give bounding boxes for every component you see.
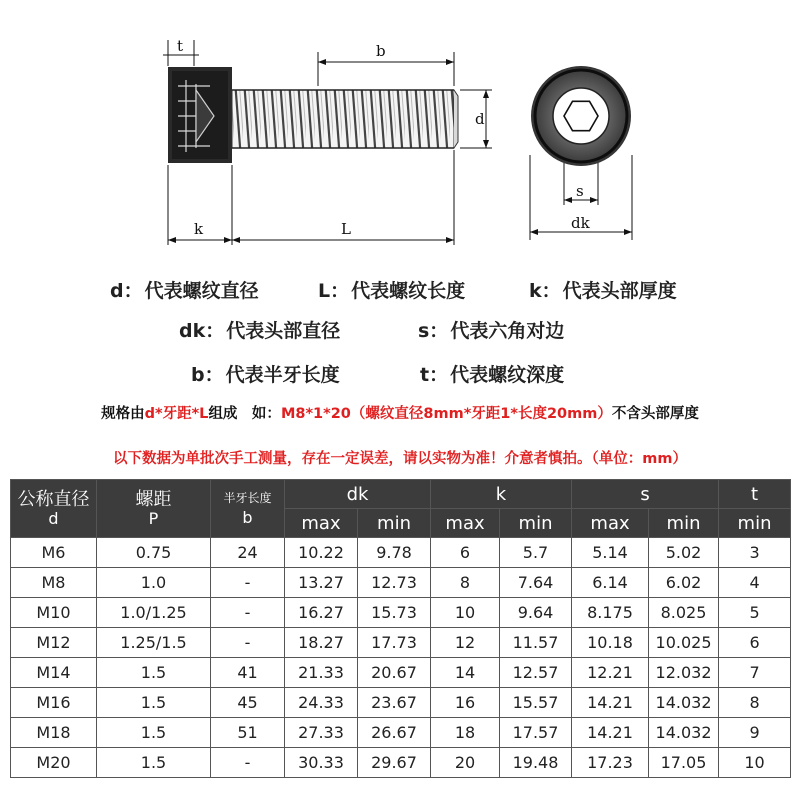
table-cell: 5: [719, 598, 791, 628]
table-cell: 1.0/1.25: [97, 598, 211, 628]
table-cell: 10.025: [649, 628, 719, 658]
header-label: 螺距: [135, 488, 172, 510]
table-cell: 8: [431, 568, 500, 598]
header-symbol: d: [48, 508, 59, 528]
table-cell: 27.33: [285, 718, 358, 748]
header-dk: dk: [285, 480, 431, 509]
table-cell: 14: [431, 658, 500, 688]
table-cell: 10: [719, 748, 791, 778]
table-cell: 10: [431, 598, 500, 628]
legend-description: 代表六角对边: [450, 320, 565, 342]
header-symbol: P: [148, 508, 159, 528]
spec-suffix: 组成 如：: [208, 406, 281, 422]
table-cell: 15.57: [500, 688, 572, 718]
header-k: k: [431, 480, 572, 509]
legend-symbol: s：: [418, 320, 449, 342]
table-cell: 21.33: [285, 658, 358, 688]
table-cell: M20: [11, 748, 97, 778]
dimension-table: [10, 479, 791, 778]
legend-description: 代表头部厚度: [562, 280, 677, 302]
legend-item-dk: [179, 316, 340, 343]
table-cell: 16.27: [285, 598, 358, 628]
legend-item-s: [418, 316, 564, 343]
legend-description: 代表螺纹深度: [450, 364, 565, 386]
legend-symbol: b：: [191, 364, 224, 386]
legend-symbol: t：: [420, 364, 449, 386]
table-cell: M14: [11, 658, 97, 688]
table-row: [11, 688, 791, 718]
table-cell: 30.33: [285, 748, 358, 778]
table-cell: 14.032: [649, 688, 719, 718]
header-t-min: min: [719, 509, 791, 538]
table-body: [11, 538, 791, 778]
header-t: t: [719, 480, 791, 509]
table-cell: 14.21: [572, 688, 649, 718]
header-label: 半牙长度: [223, 490, 272, 505]
table-cell: 18: [431, 718, 500, 748]
table-row: [11, 568, 791, 598]
table-cell: 16: [431, 688, 500, 718]
table-cell: 14.032: [649, 718, 719, 748]
table-cell: 51: [211, 718, 285, 748]
table-cell: M12: [11, 628, 97, 658]
screw-head-top-view: [531, 66, 631, 166]
screw-head-side-view: [168, 67, 232, 163]
dim-label-k: k: [194, 220, 204, 238]
legend-symbol: dk：: [179, 320, 225, 342]
legend-description: 代表头部直径: [226, 320, 341, 342]
header-s: s: [572, 480, 719, 509]
table-cell: 5.7: [500, 538, 572, 568]
spec-note: 不含头部厚度: [611, 406, 699, 422]
table-cell: 8.175: [572, 598, 649, 628]
table-row: [11, 658, 791, 688]
legend-description: 代表螺纹直径: [144, 280, 259, 302]
table-cell: 9.64: [500, 598, 572, 628]
dim-label-dk: dk: [571, 214, 590, 232]
spec-example: M8*1*20（螺纹直径8mm*牙距1*长度20mm）: [280, 406, 612, 422]
table-cell: 6.02: [649, 568, 719, 598]
table-cell: 20: [431, 748, 500, 778]
table-cell: 10.18: [572, 628, 649, 658]
table-cell: 45: [211, 688, 285, 718]
table-cell: 18.27: [285, 628, 358, 658]
table-cell: 20.67: [358, 658, 431, 688]
table-cell: 4: [719, 568, 791, 598]
table-cell: 1.5: [97, 718, 211, 748]
table-cell: 8.025: [649, 598, 719, 628]
table-cell: 6.14: [572, 568, 649, 598]
table-cell: 5.02: [649, 538, 719, 568]
table-row: [11, 598, 791, 628]
table-cell: -: [211, 748, 285, 778]
table-cell: 3: [719, 538, 791, 568]
table-cell: 41: [211, 658, 285, 688]
table-cell: 12: [431, 628, 500, 658]
table-cell: 9: [719, 718, 791, 748]
table-cell: 14.21: [572, 718, 649, 748]
table-cell: 17.05: [649, 748, 719, 778]
table-cell: M10: [11, 598, 97, 628]
table-cell: 7.64: [500, 568, 572, 598]
table-cell: -: [211, 568, 285, 598]
header-half-thread-length: [211, 480, 285, 538]
table-cell: M6: [11, 538, 97, 568]
table-cell: 24: [211, 538, 285, 568]
table-cell: M18: [11, 718, 97, 748]
table-row: [11, 748, 791, 778]
table-cell: 7: [719, 658, 791, 688]
table-cell: 9.78: [358, 538, 431, 568]
table-cell: 24.33: [285, 688, 358, 718]
legend-item-d: [110, 276, 259, 303]
legend-symbol: k：: [529, 280, 561, 302]
dim-label-d: d: [475, 110, 485, 128]
header-nominal-diameter: [11, 480, 97, 538]
table-cell: 19.48: [500, 748, 572, 778]
header-k-max: max: [431, 509, 500, 538]
dim-label-t: t: [177, 37, 184, 55]
table-cell: 17.23: [572, 748, 649, 778]
table-cell: 15.73: [358, 598, 431, 628]
table-cell: 26.67: [358, 718, 431, 748]
table-cell: 8: [719, 688, 791, 718]
table-row: [11, 628, 791, 658]
legend-item-b: [191, 360, 340, 387]
table-row: [11, 718, 791, 748]
dim-label-s: s: [576, 182, 584, 200]
legend-description: 代表螺纹长度: [351, 280, 466, 302]
legend-row-2: [0, 316, 800, 346]
header-dk-min: min: [358, 509, 431, 538]
table-cell: 11.57: [500, 628, 572, 658]
table-cell: 1.5: [97, 748, 211, 778]
table-cell: 10.22: [285, 538, 358, 568]
table-cell: 0.75: [97, 538, 211, 568]
legend-item-k: [529, 276, 677, 303]
table-cell: M8: [11, 568, 97, 598]
measurement-notice: 以下数据为单批次手工测量，存在一定误差，请以实物为准！介意者慎拍。（单位：mm）: [113, 451, 687, 467]
legend-item-L: [318, 276, 465, 303]
table-cell: 17.57: [500, 718, 572, 748]
table-cell: 17.73: [358, 628, 431, 658]
table-cell: 1.5: [97, 658, 211, 688]
legend-description: 代表半牙长度: [225, 364, 340, 386]
legend-symbol: d：: [110, 280, 143, 302]
table-cell: -: [211, 598, 285, 628]
dim-label-L: L: [341, 220, 351, 238]
header-label: 公称直径: [17, 488, 90, 510]
header-s-min: min: [649, 509, 719, 538]
table-cell: 6: [431, 538, 500, 568]
header-s-max: max: [572, 509, 649, 538]
legend-symbol: L：: [318, 280, 350, 302]
legend-item-t: [420, 360, 564, 387]
table-cell: 29.67: [358, 748, 431, 778]
table-cell: 5.14: [572, 538, 649, 568]
table-cell: 23.67: [358, 688, 431, 718]
dim-label-b: b: [376, 42, 386, 60]
table-cell: 12.21: [572, 658, 649, 688]
header-dk-max: max: [285, 509, 358, 538]
legend-row-1: [0, 276, 800, 306]
spec-prefix: 规格由: [101, 406, 145, 422]
table-row: [11, 538, 791, 568]
screw-thread-shaft: [232, 90, 458, 148]
table-cell: 13.27: [285, 568, 358, 598]
table-cell: M16: [11, 688, 97, 718]
table-cell: 12.57: [500, 658, 572, 688]
header-k-min: min: [500, 509, 572, 538]
screw-dimension-diagram: [0, 0, 800, 262]
table-cell: 1.0: [97, 568, 211, 598]
table-cell: 12.73: [358, 568, 431, 598]
table-cell: 6: [719, 628, 791, 658]
table-cell: 1.5: [97, 688, 211, 718]
table-cell: 12.032: [649, 658, 719, 688]
table-cell: -: [211, 628, 285, 658]
table-cell: 1.25/1.5: [97, 628, 211, 658]
spec-formula: d*牙距*L: [144, 406, 209, 422]
spec-format-line: [0, 402, 800, 423]
header-pitch: [97, 480, 211, 538]
legend-row-3: [0, 360, 800, 390]
header-symbol: b: [242, 507, 253, 527]
